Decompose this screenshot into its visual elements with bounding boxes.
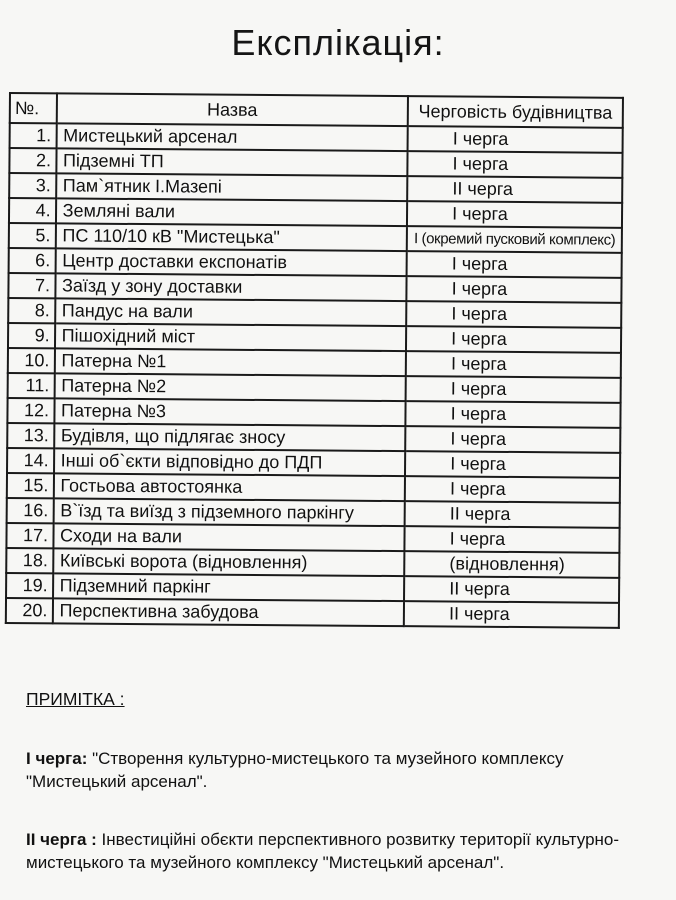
row-name: ПС 110/10 кВ "Мистецька"	[55, 223, 407, 251]
notes-heading: ПРИМІТКА :	[26, 689, 125, 709]
row-number: 4.	[9, 198, 56, 223]
row-number: 18.	[6, 548, 53, 573]
row-stage: I черга	[406, 401, 621, 428]
note-stage-1-label: I черга:	[26, 749, 88, 768]
row-name: В`їзд та виїзд з підземного паркінгу	[53, 498, 405, 526]
row-number: 9.	[8, 323, 55, 348]
table-row	[6, 598, 619, 628]
row-name: Пандус на вали	[55, 298, 407, 326]
row-number: 15.	[7, 473, 54, 498]
row-stage: I черга	[407, 276, 622, 303]
row-name: Пішохідний міст	[55, 323, 407, 351]
row-number: 11.	[8, 373, 55, 398]
row-number: 3.	[9, 173, 56, 198]
row-number: 17.	[6, 523, 53, 548]
row-number: 10.	[8, 348, 55, 373]
row-stage: I черга	[407, 151, 622, 178]
row-stage: II черга	[407, 176, 622, 203]
row-stage: I черга	[407, 251, 622, 278]
row-stage: II черга	[404, 601, 619, 628]
row-name: Заїзд у зону доставки	[55, 273, 407, 301]
row-name: Патерна №1	[54, 348, 406, 376]
row-stage: II черга	[404, 576, 619, 603]
row-name: Пам`ятник І.Мазепі	[56, 173, 408, 201]
row-name: Патерна №3	[54, 398, 406, 426]
row-name: Сходи на вали	[53, 523, 405, 551]
row-stage: I черга	[405, 526, 620, 553]
row-number: 12.	[7, 398, 54, 423]
row-stage: I черга	[408, 126, 623, 153]
row-name: Підземний паркінг	[53, 573, 405, 601]
row-name: Перспективна забудова	[52, 598, 404, 626]
note-stage-1	[26, 747, 666, 793]
note-stage-2-label: II черга :	[26, 830, 97, 849]
row-number: 16.	[7, 498, 54, 523]
row-stage: I черга	[406, 351, 621, 378]
notes-section	[26, 688, 666, 874]
row-number: 7.	[8, 273, 55, 298]
row-stage: II черга	[405, 501, 620, 528]
row-number: 19.	[6, 573, 53, 598]
note-stage-2	[26, 828, 666, 874]
row-stage: I черга	[406, 376, 621, 403]
row-stage: (відновлення)	[404, 551, 619, 578]
page-title: Експлікація:	[231, 22, 445, 63]
note-stage-1-text: "Створення культурно-мистецького та музейного комплексу "Мистецький арсенал".	[26, 749, 564, 791]
row-number: 8.	[8, 298, 55, 323]
row-name: Патерна №2	[54, 373, 406, 401]
row-number: 5.	[9, 223, 56, 248]
row-stage: I черга	[406, 301, 621, 328]
row-name: Підземні ТП	[56, 148, 408, 176]
row-stage: I черга	[407, 201, 622, 228]
row-number: 2.	[9, 148, 56, 173]
header-number: №.	[10, 93, 57, 123]
row-name: Будівля, що підлягає зносу	[54, 423, 406, 451]
row-name: Інші об`єкти відповідно до ПДП	[54, 448, 406, 476]
row-name: Київські ворота (відновлення)	[53, 548, 405, 576]
table-header-row	[10, 93, 623, 128]
row-number: 14.	[7, 448, 54, 473]
header-name: Назва	[56, 93, 408, 126]
row-name: Гостьова автостоянка	[53, 473, 405, 501]
row-name: Земляні вали	[56, 198, 408, 226]
row-stage: I черга	[406, 326, 621, 353]
row-number: 1.	[10, 123, 57, 148]
row-stage: I черга	[405, 426, 620, 453]
row-number: 13.	[7, 423, 54, 448]
row-stage: I черга	[405, 451, 620, 478]
explication-table	[5, 92, 624, 629]
row-stage: I (окремий пусковий комплекс)	[407, 226, 622, 253]
header-stage: Черговість будівництва	[408, 96, 623, 128]
row-number: 20.	[6, 598, 53, 623]
note-stage-2-text: Інвестиційні обєкти перспективного розвитку території культурно-мистецького та музейного комплексу "Мистецький арсенал".	[26, 830, 620, 872]
row-stage: I черга	[405, 476, 620, 503]
row-name: Центр доставки експонатів	[55, 248, 407, 276]
row-name: Мистецький арсенал	[56, 123, 408, 151]
row-number: 6.	[9, 248, 56, 273]
